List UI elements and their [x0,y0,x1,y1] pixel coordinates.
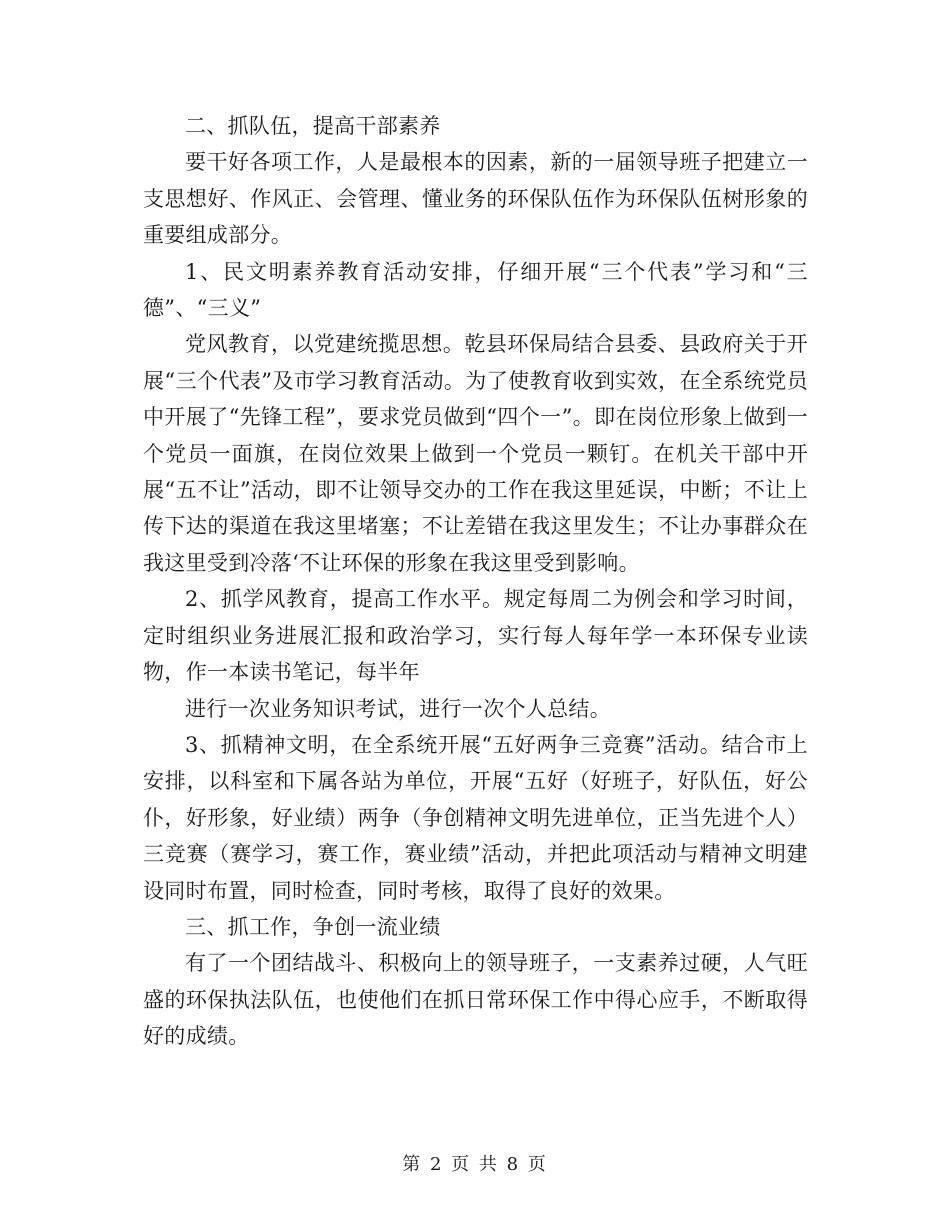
section-heading-team: 二、抓队伍，提高干部素养 [185,114,441,138]
paragraph: 有了一个团结战斗、积极向上的领导班子，一支素养过硬，人气旺盛的环保执法队伍，也使他们在抓日常环保工作中得心应手，不断取得好的成绩。 [143,951,808,1049]
paragraph: 要干好各项工作，人是最根本的因素，新的一届领导班子把建立一支思想好、作风正、会管理、懂业务的环保队伍作为环保队伍树形象的重要组成部分。 [143,150,808,248]
section-heading-work: 三、抓工作，争创一流业绩 [185,914,441,939]
paragraph: 1、民文明素养教育活动安排，仔细开展“三个代表”学习和“三德”、“三义” [143,259,808,321]
paragraph: 进行一次业务知识考试，进行一次个人总结。 [185,696,611,721]
document-body [143,108,808,1055]
paragraph: 3、抓精神文明，在全系统开展“五好两争三竞赛”活动。结合市上安排，以科室和下属各站为单位，开展“五好（好班子，好队伍，好公仆，好形象，好业绩）两争（争创精神文明先进单位，正当先进个人）三竞赛（赛学习，赛工作，赛业绩”活动，并把此项活动与精神文明建设同时布置，同时检查，同时考核，取得了良好的效果。 [143,732,808,903]
page-number-footer: 第 2 页 共 8 页 [402,1154,548,1175]
paragraph: 2、抓学风教育，提高工作水平。规定每周二为例会和学习时间，定时组织业务进展汇报和政治学习，实行每人每年学一本环保专业读物，作一本读书笔记，每半年 [143,587,808,685]
paragraph: 党风教育，以党建统揽思想。乾县环保局结合县委、县政府关于开展“三个代表”及市学习教育活动。为了使教育收到实效，在全系统党员中开展了“先锋工程”，要求党员做到“四个一”。即在岗位形象上做到一个党员一面旗，在岗位效果上做到一个党员一颗钉。在机关干部中开展“五不让”活动，即不让领导交办的工作在我这里延误，中断；不让上传下达的渠道在我这里堵塞；不让差错在我这里发生；不让办事群众在我这里受到冷落‘不让环保的形象在我这里受到影响。 [143,332,808,575]
